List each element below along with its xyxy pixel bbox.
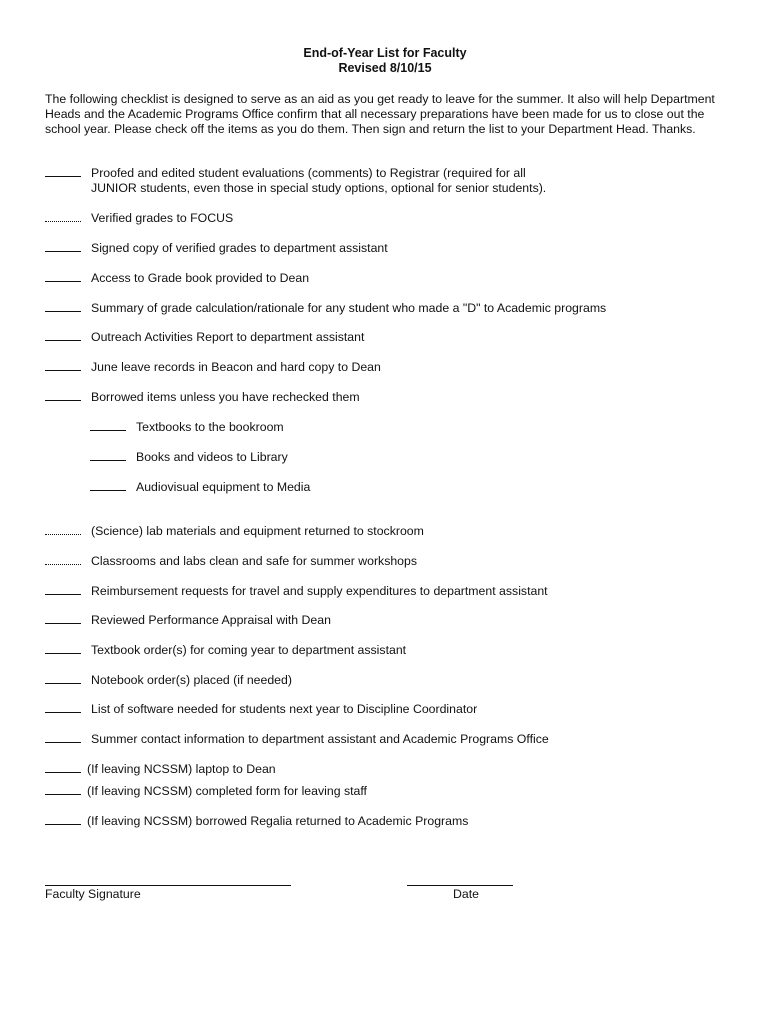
checklist-item (45, 732, 549, 747)
checklist-item-text: List of software needed for students next year to Discipline Coordinator (91, 702, 478, 716)
checklist-item-text: Borrowed items unless you have rechecked them (91, 390, 360, 404)
checklist-item-text: Notebook order(s) placed (if needed) (91, 673, 292, 687)
checklist-item (45, 702, 478, 717)
check-blank[interactable] (45, 390, 81, 401)
checklist-item (45, 271, 310, 286)
check-blank[interactable] (45, 166, 81, 177)
check-blank[interactable] (45, 732, 81, 743)
faculty-signature-line[interactable] (45, 884, 291, 886)
check-blank[interactable] (45, 673, 81, 684)
checklist-item (45, 784, 367, 799)
check-blank[interactable] (90, 420, 126, 431)
check-blank[interactable] (45, 762, 81, 773)
check-blank[interactable] (45, 554, 81, 565)
check-blank[interactable] (45, 301, 81, 312)
checklist-item-text-continued: JUNIOR students, even those in special study options, optional for senior students). (91, 181, 547, 195)
date-line[interactable] (407, 884, 513, 886)
checklist-item-text: Signed copy of verified grades to department assistant (91, 241, 388, 255)
check-blank[interactable] (45, 241, 81, 252)
checklist-item (45, 643, 407, 658)
checklist-item (45, 673, 292, 688)
checklist-item-text: Reimbursement requests for travel and supply expenditures to department assistant (91, 584, 548, 598)
checklist-item (45, 554, 418, 569)
checklist-item (45, 524, 424, 539)
checklist-item (45, 301, 607, 316)
check-blank[interactable] (45, 330, 81, 341)
checklist-item-text: June leave records in Beacon and hard copy to Dean (91, 360, 381, 374)
checklist-item (45, 762, 276, 777)
checklist-item (45, 211, 234, 226)
checklist-item-text: Summary of grade calculation/rationale for any student who made a "D" to Academic programs (91, 301, 607, 315)
checklist-subitem-text: Books and videos to Library (136, 450, 288, 464)
checklist-item-text: Textbook order(s) for coming year to department assistant (91, 643, 407, 657)
checklist-item-text: Access to Grade book provided to Dean (91, 271, 310, 285)
check-blank[interactable] (45, 211, 81, 222)
checklist-item-text: Reviewed Performance Appraisal with Dean (91, 613, 331, 627)
checklist-subitem (90, 450, 288, 465)
checklist-item-text: (Science) lab materials and equipment returned to stockroom (91, 524, 424, 538)
faculty-signature-label: Faculty Signature (45, 887, 141, 901)
checklist-item-text: Verified grades to FOCUS (91, 211, 234, 225)
revision-date: Revised 8/10/15 (338, 61, 432, 75)
checklist-item (45, 166, 547, 195)
checklist-item (45, 330, 365, 345)
checklist-item-text: (If leaving NCSSM) borrowed Regalia returned to Academic Programs (87, 814, 469, 828)
check-blank[interactable] (45, 702, 81, 713)
checklist-item-text: Proofed and edited student evaluations (comments) to Registrar (required for all (91, 166, 526, 180)
checklist-item-text: (If leaving NCSSM) completed form for leaving staff (87, 784, 367, 798)
check-blank[interactable] (45, 814, 81, 825)
checklist-item (45, 390, 360, 405)
intro-paragraph: The following checklist is designed to serve as an aid as you get ready to leave for the summer. It also will help Department Heads and the Academic Programs Office confirm that all necessary preparations have been made for us to close out the school year. Please check off the items as you do them. Then sign and return the list to your Department Head. Thanks. (45, 92, 715, 136)
checklist-subitem (90, 480, 311, 495)
checklist-item (45, 584, 548, 599)
check-blank[interactable] (45, 271, 81, 282)
checklist-item-text: Outreach Activities Report to department assistant (91, 330, 365, 344)
checklist-item-text: (If leaving NCSSM) laptop to Dean (87, 762, 276, 776)
check-blank[interactable] (90, 450, 126, 461)
checklist-subitem-text: Textbooks to the bookroom (136, 420, 284, 434)
document-title: End-of-Year List for Faculty (303, 46, 467, 60)
check-blank[interactable] (45, 784, 81, 795)
check-blank[interactable] (45, 643, 81, 654)
checklist-item (45, 241, 388, 256)
checklist-item (45, 613, 331, 628)
checklist-item (45, 360, 381, 375)
date-label: Date (453, 887, 479, 901)
check-blank[interactable] (45, 524, 81, 535)
checklist-item-text: Summer contact information to department assistant and Academic Programs Office (91, 732, 549, 746)
check-blank[interactable] (45, 613, 81, 624)
checklist-item-text: Classrooms and labs clean and safe for summer workshops (91, 554, 418, 568)
check-blank[interactable] (90, 480, 126, 491)
check-blank[interactable] (45, 360, 81, 371)
document-header (0, 46, 770, 76)
checklist-subitem-text: Audiovisual equipment to Media (136, 480, 311, 494)
checklist-item (45, 814, 469, 829)
checklist-subitem (90, 420, 284, 435)
check-blank[interactable] (45, 584, 81, 595)
